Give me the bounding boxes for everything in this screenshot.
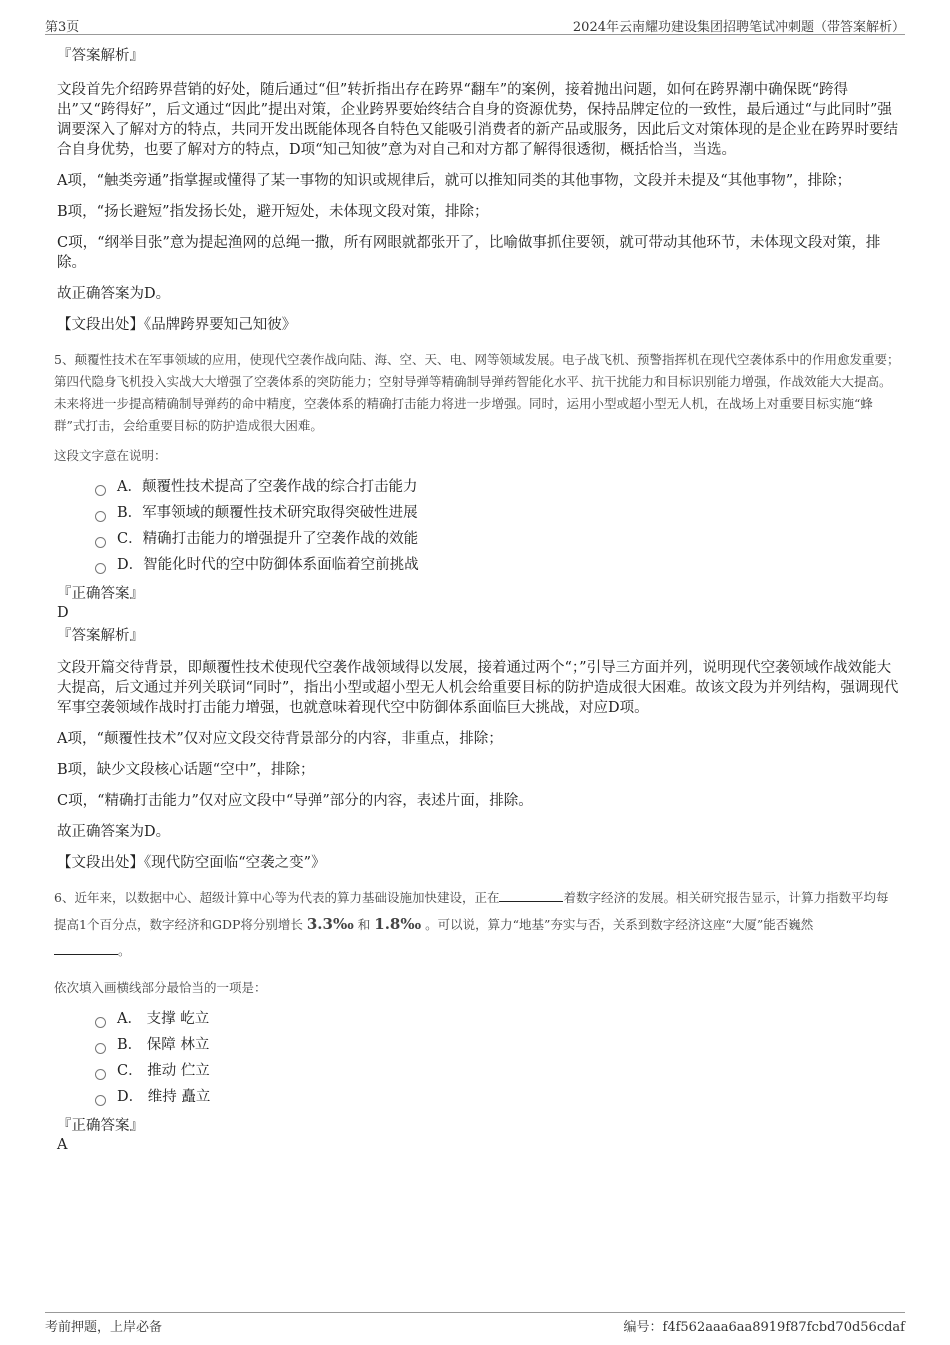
footer-slogan: 考前押题，上岸必备 (45, 1320, 163, 1335)
document-title: 2024年云南耀功建设集团招聘笔试冲刺题（带答案解析） (572, 20, 905, 35)
option-label: D．智能化时代的空中防御体系面临着空前挑战 (117, 557, 419, 573)
q6-text-part: 。 (118, 943, 131, 958)
document-id: 编号：f4f562aaa6aa8919f87fcbd70d56cdaf (623, 1320, 905, 1335)
fill-blank-2 (54, 942, 118, 955)
q6-options (95, 1006, 900, 1110)
q6-prompt: 依次填入画横线部分最恰当的一项是： (54, 980, 267, 995)
option-label: A．颠覆性技术提高了空袭作战的综合打击能力 (117, 479, 418, 495)
q5-analysis-a: A项，“颠覆性技术”仅对应文段交待背景部分的内容，非重点，排除； (57, 731, 503, 747)
option-label: C． 推动 伫立 (117, 1063, 210, 1079)
q6-text-part: 6、近年来，以数据中心、超级计算中心等为代表的算力基础设施加快建设，正在 (54, 890, 500, 905)
q6-option-d[interactable] (95, 1084, 900, 1110)
q5-analysis-label: 『答案解析』 (57, 628, 144, 644)
option-label: C．精确打击能力的增强提升了空袭作战的效能 (117, 531, 419, 547)
q6-option-c[interactable] (95, 1058, 900, 1084)
radio-icon[interactable] (95, 485, 106, 496)
q5-option-d[interactable] (95, 552, 900, 578)
q5-options (95, 474, 900, 578)
q4-source: 【文段出处】《品牌跨界要知己知彼》 (57, 317, 297, 333)
q5-analysis-main: 文段开篇交待背景，即颠覆性技术使现代空袭作战领域得以发展，接着通过两个“；”引导三方面并列，说明现代空袭领域作战效能大大提高，后文通过并列关联词“同时”，指出小型或超小型无人机会给重要目标的防护造成很大困难。故该文段为并列结构，强调现代军事空袭领域作战时打击能力增强，也就意味着现代空中防御体系面临巨大挑战，对应D项。 (57, 660, 899, 716)
q6-correct-answer: A (57, 1137, 68, 1153)
q4-analysis-c: C项，“纲举目张”意为提起渔网的总绳一撒，所有网眼就都张开了，比喻做事抓住要领，就可带动其他环节，未体现文段对策，排除。 (57, 235, 881, 271)
q5-question-text: 5、颠覆性技术在军事领域的应用，使现代空袭作战向陆、海、空、天、电、网等领域发展。电子战飞机、预警指挥机在现代空袭体系中的作用愈发重要；第四代隐身飞机投入实战大大增强了空袭体系的突防能力；空射导弹等精确制导弹药智能化水平、抗干扰能力和目标识别能力增强，作战效能大大提高。未来将进一步提高精确制导弹药的命中精度，空袭体系的精确打击能力将进一步增强。同时，运用小型或超小型无人机，在战场上对重要目标实施“蜂群”式打击，会给重要目标的防护造成很大困难。 (54, 352, 900, 433)
q6-text-part: 着数字经济的发展。相关研究报告显示，计算力指数平均每提高1个百分点，数字经济和GDP将分别增长 (54, 890, 889, 932)
q5-option-c[interactable] (95, 526, 900, 552)
radio-icon[interactable] (95, 1043, 106, 1054)
q4-analysis-a: A项，“触类旁通”指掌握或懂得了某一事物的知识或规律后，就可以推知同类的其他事物，文段并未提及“其他事物”，排除； (57, 173, 852, 189)
option-label: A． 支撑 屹立 (117, 1011, 210, 1027)
option-label: D． 维持 矗立 (117, 1089, 211, 1105)
page-number: 第3页 (45, 20, 80, 35)
q5-option-b[interactable] (95, 500, 900, 526)
q6-text-part: 。可以说，算力“地基”夯实与否，关系到数字经济这座“大厦”能否巍然 (425, 917, 814, 932)
q4-analysis-b: B项，“扬长避短”指发扬长处，避开短处，未体现文段对策，排除； (57, 204, 489, 220)
q6-text-part: 和 (357, 917, 371, 932)
q5-correct-answer: D (57, 605, 69, 621)
radio-icon[interactable] (95, 1017, 106, 1028)
page-header (45, 14, 905, 35)
option-label: B．军事领域的颠覆性技术研究取得突破性进展 (117, 505, 418, 521)
q6-value-2: 1.8‰ (374, 915, 422, 933)
q4-analysis-main: 文段首先介绍跨界营销的好处，随后通过“但”转折指出存在跨界“翻车”的案例，接着抛出问题，如何在跨界潮中确保既“跨得出”又“跨得好”，后文通过“因此”提出对策，企业跨界要始终结合自身的资源优势，保持品牌定位的一致性，最后通过“与此同时”强调要深入了解对方的特点，共同开发出既能体现各自特色又能吸引消费者的新产品或服务，因此后文对策体现的是企业在跨界时要结合自身优势，也要了解对方的特点，D项“知己知彼”意为对自己和对方都了解得很透彻，概括恰当，当选。 (57, 82, 898, 158)
q5-option-a[interactable] (95, 474, 900, 500)
q4-conclusion: 故正确答案为D。 (57, 286, 171, 302)
fill-blank-1 (499, 889, 563, 902)
q5-conclusion: 故正确答案为D。 (57, 824, 171, 840)
q5-correct-label: 『正确答案』 (57, 586, 144, 602)
q6-option-a[interactable] (95, 1006, 900, 1032)
q6-value-1: 3.3‰ (306, 915, 354, 933)
q6-question-text (54, 885, 900, 964)
page-footer (45, 1312, 905, 1333)
q5-analysis-c: C项，“精确打击能力”仅对应文段中“导弹”部分的内容，表述片面，排除。 (57, 793, 533, 809)
q5-prompt: 这段文字意在说明： (54, 448, 167, 463)
radio-icon[interactable] (95, 563, 106, 574)
q5-analysis-b: B项，缺少文段核心话题“空中”，排除； (57, 762, 315, 778)
page-content (52, 46, 900, 1154)
q6-correct-label: 『正确答案』 (57, 1118, 144, 1134)
radio-icon[interactable] (95, 1069, 106, 1080)
radio-icon[interactable] (95, 511, 106, 522)
q4-analysis-label: 『答案解析』 (57, 48, 144, 64)
radio-icon[interactable] (95, 1095, 106, 1106)
q5-source: 【文段出处】《现代防空面临“空袭之变”》 (57, 855, 326, 871)
option-label: B． 保障 林立 (117, 1037, 210, 1053)
q6-option-b[interactable] (95, 1032, 900, 1058)
radio-icon[interactable] (95, 537, 106, 548)
